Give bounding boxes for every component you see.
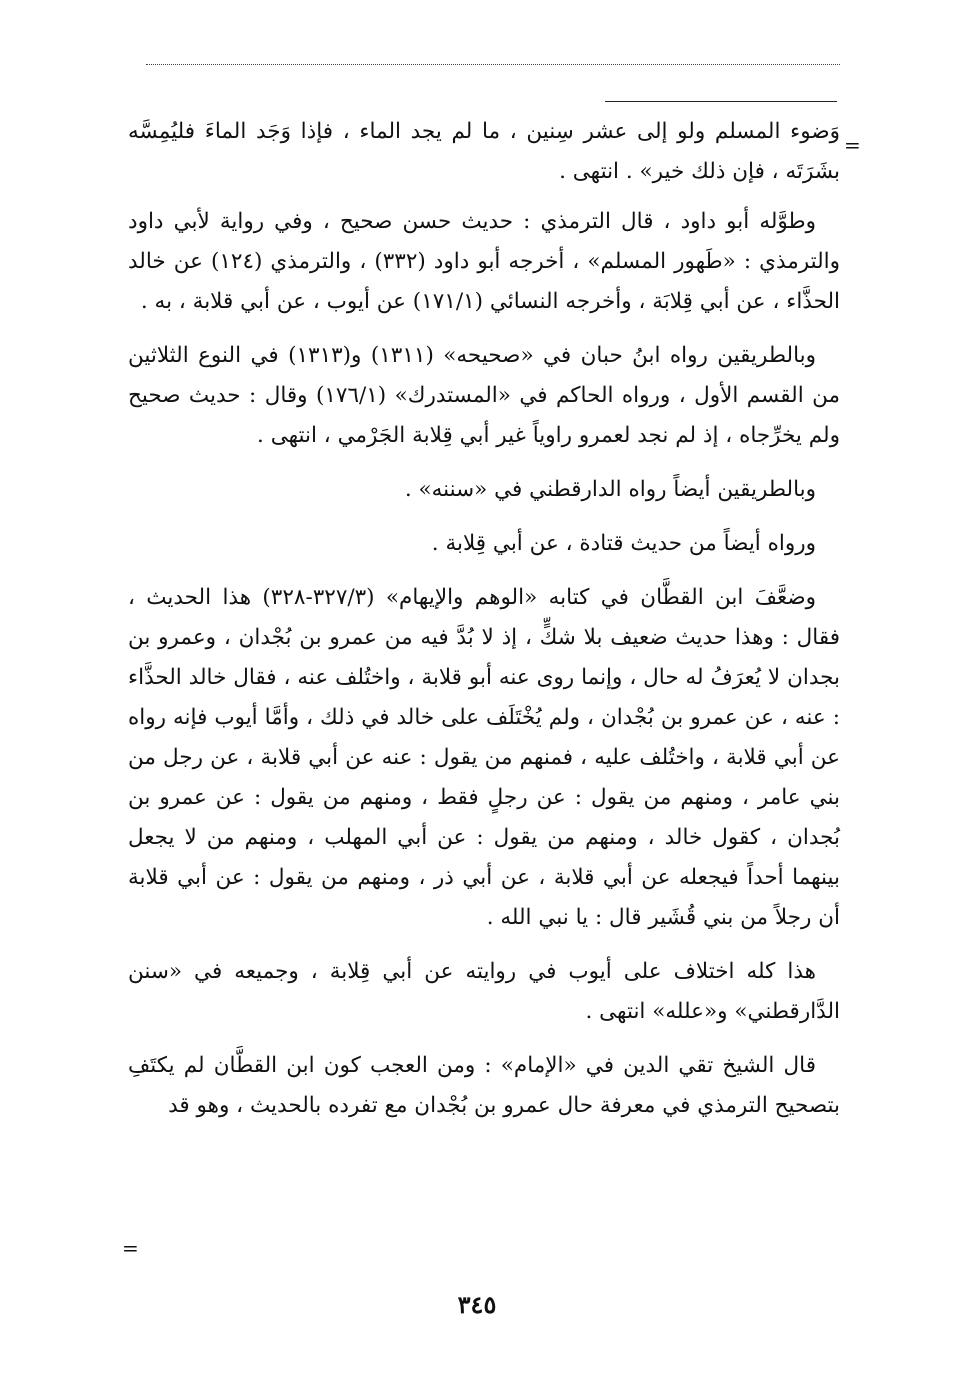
continuation-mark-start: = [844,133,861,157]
continuation-mark-end: = [122,1236,139,1260]
paragraph-5: ورواه أيضاً من حديث قتادة ، عن أبي قِلابة . [431,531,816,556]
paragraph-1: وَضوء المسلم ولو إلى عشر سِنين ، ما لم يجد الماء ، فإذا وَجَد الماءَ فليُمِسَّه بشَرَتَه ، فإن ذلك خير» . انتهى . [128,119,840,184]
header-divider [146,64,840,65]
page-body [128,112,840,1140]
paragraph-6: وضعَّفَ ابن القطَّان في كتابه «الوهم والإيهام» (٣٢٧/٣-٣٢٨) هذا الحديث ، فقال : وهذا حديث ضعيف بلا شكٍّ ، إذ لا بُدَّ فيه من عمرو بن بُجْدان ، وعمرو بن بجدان لا يُعرَفُ له حال ، وإنما روى عنه أبو قلابة ، واختُلف عنه ، فقال خالد الحذَّاء : عنه ، عن عمرو بن بُجْدان ، ولم يُخْتَلَف على خالد في ذلك ، وأمَّا أيوب فإنه رواه عن أبي قلابة ، واختُلف عليه ، فمنهم من يقول : عنه عن أبي قلابة ، عن رجل من بني عامر ، ومنهم من يقول : عن رجلٍ فقط ، ومنهم من يقول : عن عمرو بن بُجدان ، كقول خالد ، ومنهم من يقول : عن أبي المهلب ، ومنهم من لا يجعل بينهما أحداً فيجعله عن أبي قلابة ، عن أبي ذر ، ومنهم من يقول : عن أبي قلابة أن رجلاً من بني قُشَير قال : يا نبي الله . [128,585,840,930]
footnote-separator [605,101,837,102]
paragraph-2: وطوَّله أبو داود ، قال الترمذي : حديث حسن صحيح ، وفي رواية لأبي داود والترمذي : «طَهور المسلم» ، أخرجه أبو داود (٣٣٢) ، والترمذي (١٢٤) عن خالد الحذَّاء ، عن أبي قِلابَة ، وأخرجه النسائي (١٧١/١) عن أيوب ، عن أبي قلابة ، به . [128,209,841,314]
paragraph-3: وبالطريقين رواه ابنُ حبان في «صحيحه» (١٣١١) و(١٣١٣) في النوع الثلاثين من القسم الأول ، ورواه الحاكم في «المستدرك» (١٧٦/١) وقال : حديث صحيح ولم يخرِّجاه ، إذ لم نجد لعمرو راوياً غير أبي قِلابة الجَرْمي ، انتهى . [128,343,840,448]
paragraph-8: قال الشيخ تقي الدين في «الإمام» : ومن العجب كون ابن القطَّان لم يكتَفِ بتصحيح الترمذي في معرفة حال عمرو بن بُجْدان مع تفرده بالحديث ، وهو قد [128,1053,840,1118]
page-number: ٣٤٥ [457,1290,497,1319]
paragraph-4: وبالطريقين أيضاً رواه الدارقطني في «سننه» . [404,477,816,502]
paragraph-7: هذا كله اختلاف على أيوب في روايته عن أبي قِلابة ، وجميعه في «سنن الدَّارقطني» و«علله» انتهى . [128,959,840,1024]
